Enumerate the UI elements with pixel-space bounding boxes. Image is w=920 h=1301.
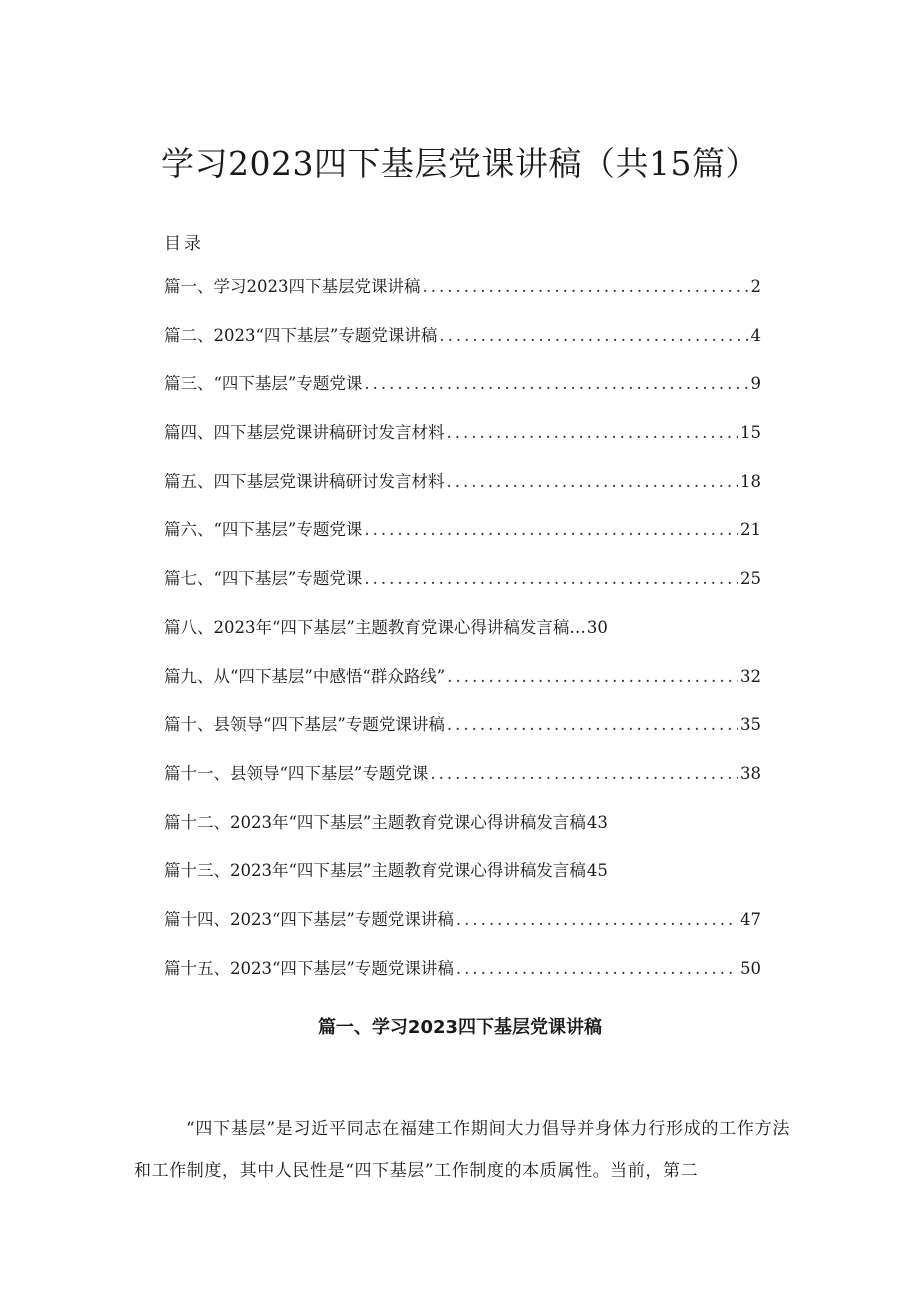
toc-entry-page: 15	[740, 423, 761, 443]
table-of-contents	[164, 273, 761, 1003]
toc-leader-dots	[439, 326, 748, 345]
toc-entry[interactable]	[164, 565, 761, 614]
toc-heading: 目录	[164, 234, 204, 254]
toc-entry[interactable]	[164, 906, 761, 955]
toc-entry-page: 35	[740, 715, 761, 735]
toc-leader-dots	[447, 715, 738, 734]
toc-leader-dots	[456, 910, 738, 929]
toc-entry-page: 2	[750, 277, 761, 296]
toc-entry-page: 50	[740, 958, 761, 978]
toc-entry-page: 9	[750, 374, 761, 394]
toc-entry[interactable]	[164, 711, 761, 760]
toc-entry-label: 篇四、四下基层党课讲稿研讨发言材料	[164, 423, 445, 443]
toc-leader-dots	[447, 423, 739, 442]
toc-entry-label: 篇十三、2023年“四下基层”主题教育党课心得讲稿发言稿	[164, 861, 586, 881]
toc-leader-dots	[364, 520, 738, 539]
toc-entry-page: 47	[740, 909, 761, 929]
toc-entry-page: 18	[740, 471, 761, 491]
toc-entry[interactable]	[164, 468, 761, 517]
toc-entry-label: 篇七、“四下基层”专题党课	[164, 569, 363, 589]
toc-entry-page: 25	[740, 569, 761, 589]
toc-entry-page: 21	[740, 520, 761, 540]
toc-entry[interactable]	[164, 955, 761, 1004]
toc-entry-label: 篇十五、2023“四下基层”专题党课讲稿	[164, 958, 454, 978]
toc-entry-page: 45	[586, 861, 608, 881]
toc-leader-dots	[364, 374, 748, 393]
toc-entry[interactable]	[164, 809, 761, 858]
toc-entry-page: 30	[586, 617, 608, 637]
body-paragraph: “四下基层”是习近平同志在福建工作期间大力倡导并身体力行形成的工作方法和工作制度，其中人民性是“四下基层”工作制度的本质属性。当前，第二	[134, 1119, 790, 1181]
toc-entry-label: 篇十二、2023年“四下基层”主题教育党课心得讲稿发言稿	[164, 812, 586, 832]
toc-entry[interactable]	[164, 857, 761, 906]
toc-entry[interactable]	[164, 322, 761, 371]
toc-leader-dots	[447, 472, 739, 491]
toc-entry[interactable]	[164, 516, 761, 565]
toc-leader-dots	[456, 959, 738, 978]
toc-entry-page: 4	[750, 325, 761, 345]
toc-entry-label: 篇六、“四下基层”专题党课	[164, 520, 363, 540]
toc-entry-label: 篇一、学习2023四下基层党课讲稿	[164, 277, 421, 296]
toc-leader-dots	[364, 569, 738, 588]
section-title: 篇一、学习2023四下基层党课讲稿	[317, 1017, 603, 1038]
toc-entry-label: 篇二、2023“四下基层”专题党课讲稿	[164, 325, 438, 345]
toc-entry-label: 篇九、从“四下基层”中感悟“群众路线”	[164, 666, 446, 686]
toc-entry[interactable]	[164, 370, 761, 419]
toc-entry[interactable]	[164, 419, 761, 468]
toc-entry-label: 篇八、2023年“四下基层”主题教育党课心得讲稿发言稿…	[164, 617, 586, 637]
document-title: 学习2023四下基层党课讲稿（共15篇）	[161, 144, 759, 183]
toc-leader-dots	[423, 277, 749, 296]
toc-entry-label: 篇五、四下基层党课讲稿研讨发言材料	[164, 471, 445, 491]
toc-entry-label: 篇三、“四下基层”专题党课	[164, 374, 363, 394]
toc-entry-label: 篇十一、县领导“四下基层”专题党课	[164, 763, 429, 783]
toc-leader-dots	[447, 667, 738, 686]
toc-entry[interactable]	[164, 614, 761, 663]
toc-entry[interactable]	[164, 760, 761, 809]
toc-leader-dots	[430, 764, 738, 783]
toc-entry[interactable]	[164, 273, 761, 322]
toc-entry-label: 篇十、县领导“四下基层”专题党课讲稿	[164, 715, 445, 735]
toc-entry-page: 43	[586, 812, 608, 832]
toc-entry-page: 38	[740, 763, 761, 783]
toc-entry[interactable]	[164, 663, 761, 712]
toc-entry-page: 32	[740, 666, 761, 686]
toc-entry-label: 篇十四、2023“四下基层”专题党课讲稿	[164, 909, 454, 929]
